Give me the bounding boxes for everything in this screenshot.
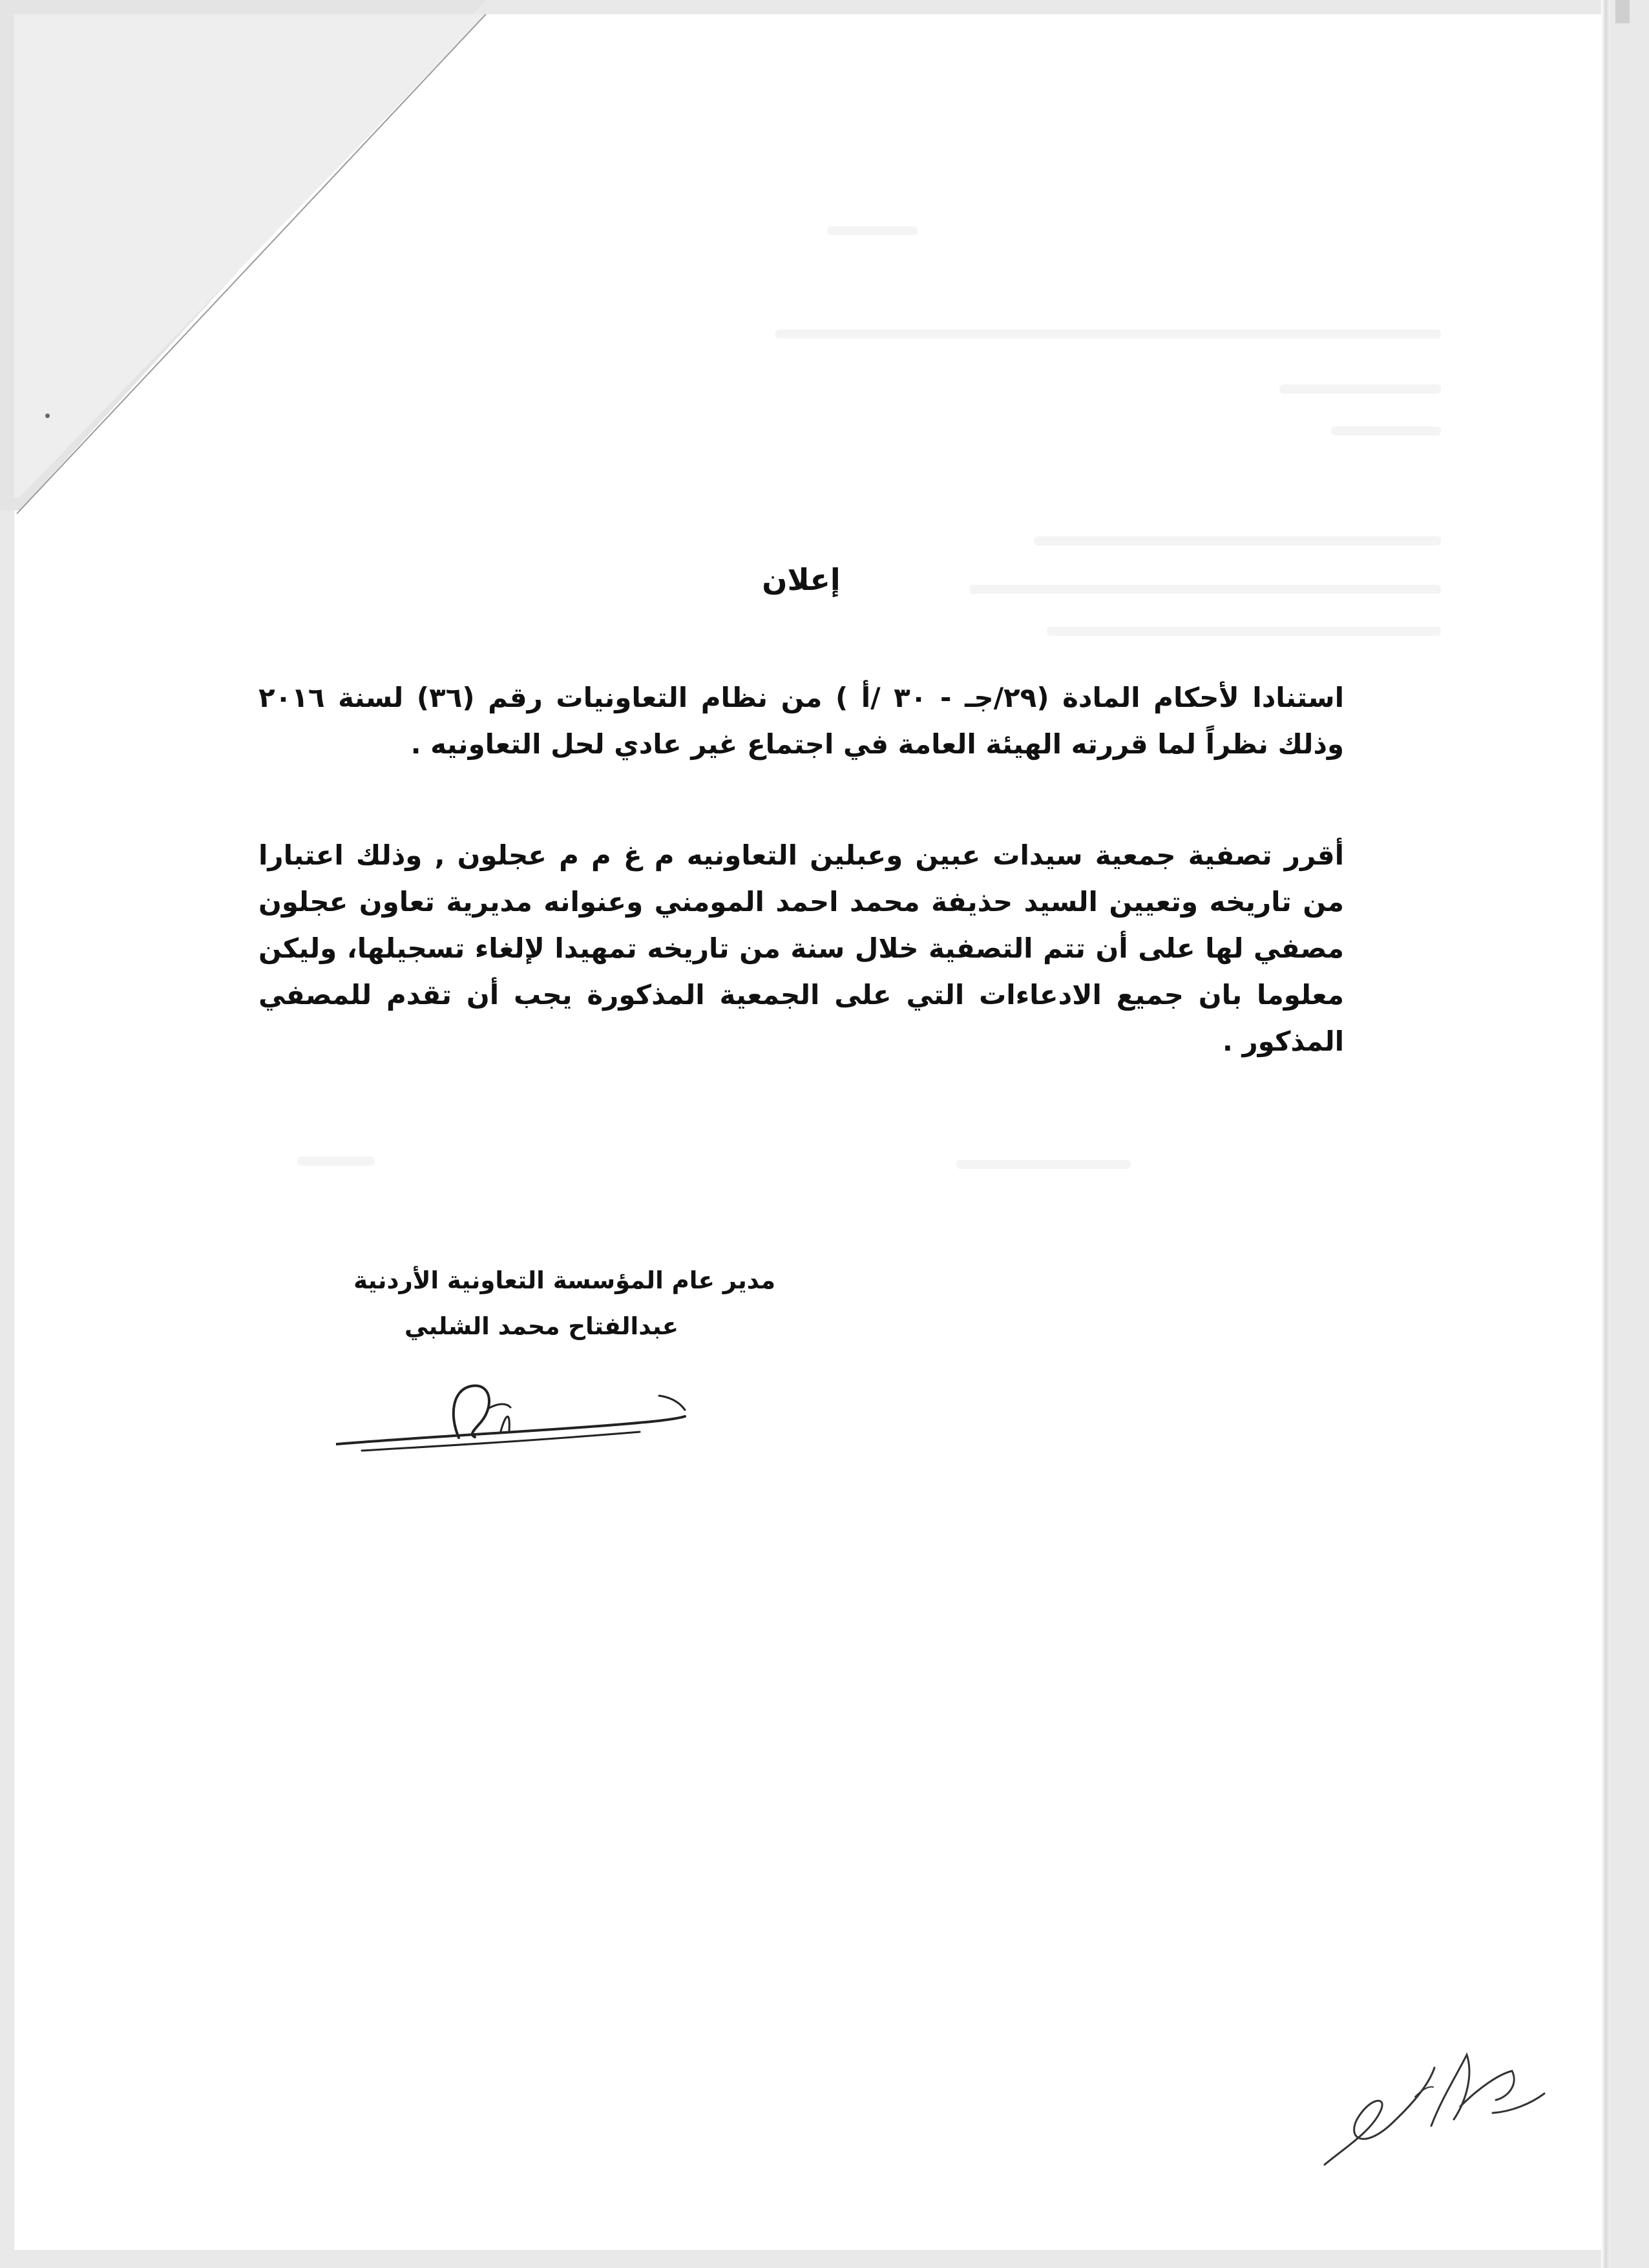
handwritten-signature [336, 1370, 698, 1467]
scan-speck [45, 414, 50, 418]
page-edge-shadow [1601, 0, 1610, 2268]
page-initials [1318, 2035, 1551, 2178]
scan-corner-mark [1615, 0, 1630, 23]
paragraph-liquidation-decision: أقرر تصفية جمعية سيدات عبين وعبلين التعاونيه م غ م م عجلون , وذلك اعتبارا من تاريخه وتعيين السيد حذيفة محمد احمد المومني وعنوانه مديرية تعاون عجلون مصفي لها على أن تتم التصفية خلال سنة من تاريخه تمهيدا لإلغاء تسجيلها، وليكن معلوما بان جميع الادعاءات التي على الجمعية المذكورة يجب أن تقدم للمصفي المذكور . [258, 839, 1344, 1057]
paragraph-legal-basis: استنادا لأحكام المادة (٢٩/جـ - ٣٠ /أ ) من نظام التعاونيات رقم (٣٦) لسنة ٢٠١٦ وذلك نظراً لما قررته الهيئة العامة في اجتماع غير عادي لحل التعاونيه . [258, 682, 1345, 760]
signatory-block [271, 1266, 775, 1340]
signatory-position: مدير عام المؤسسة التعاونية الأردنية [353, 1266, 775, 1294]
folded-corner [0, 0, 1649, 517]
signatory-name: عبدالفتاح محمد الشلبي [404, 1312, 678, 1340]
document-title: إعلان [762, 562, 841, 597]
announcement-body [258, 562, 1344, 1065]
